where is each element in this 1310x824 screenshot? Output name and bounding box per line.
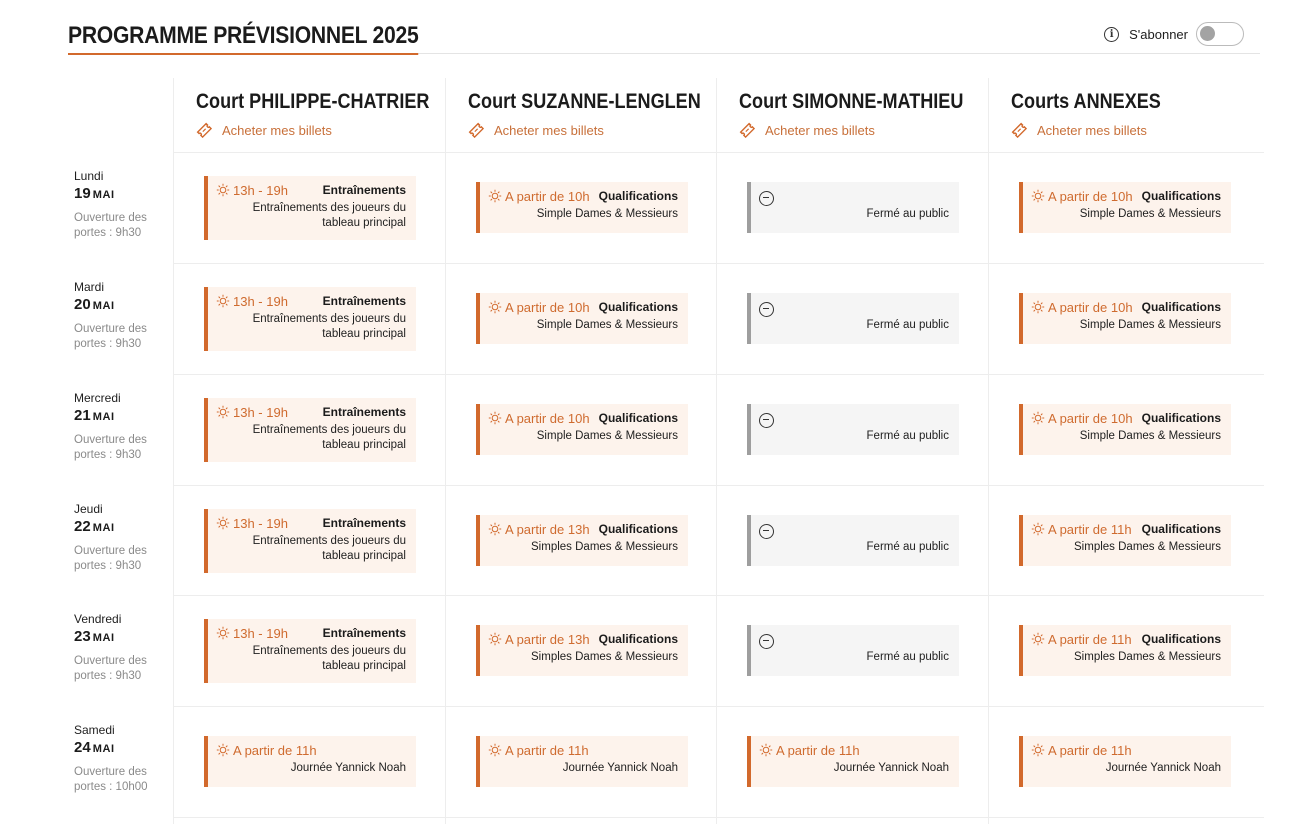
session-type: Qualifications [1141, 300, 1221, 314]
session-description: Simples Dames & Messieurs [531, 541, 678, 553]
session-type: Qualifications [1141, 189, 1221, 203]
session-time [488, 632, 590, 647]
doors-opening: Ouverture des portes : 9h30 [74, 545, 147, 572]
session-time [1031, 411, 1133, 426]
minus-circle-icon [759, 634, 774, 649]
session-description: Simple Dames & Messieurs [1079, 430, 1221, 442]
day-date [74, 627, 170, 648]
session-description: Simple Dames & Messieurs [536, 208, 678, 220]
court-header [1011, 78, 1260, 152]
session-card [747, 736, 959, 787]
session-header [216, 622, 406, 644]
session-type: Entraînements [322, 626, 406, 640]
session-header [759, 628, 949, 650]
sun-icon [1031, 411, 1045, 425]
ticket-icon [196, 122, 212, 138]
session-card [476, 515, 688, 566]
session-description: Journée Yannick Noah [1105, 762, 1221, 774]
session-card [204, 176, 416, 240]
session-header [488, 185, 678, 207]
session-card [1019, 736, 1231, 787]
doors-opening: Ouverture des portes : 9h30 [74, 434, 147, 461]
row-divider [173, 263, 1264, 264]
closed-session-card [747, 515, 959, 566]
session-header [759, 739, 949, 761]
subscribe-control [1104, 22, 1244, 46]
sun-icon [216, 743, 230, 757]
ticket-icon [468, 122, 484, 138]
session-description: Entraînements des joueurs du tableau principal [252, 313, 406, 340]
session-header [216, 401, 406, 423]
session-time [216, 294, 288, 309]
session-type: Qualifications [1141, 522, 1221, 536]
day-number: 21 [74, 407, 91, 424]
session-card [1019, 404, 1231, 455]
session-type: Qualifications [1141, 411, 1221, 425]
sun-icon [759, 743, 773, 757]
month: MAI [92, 632, 115, 644]
column-divider [445, 78, 446, 824]
session-card [476, 404, 688, 455]
session-time-label: A partir de 10h [1048, 410, 1133, 426]
minus-circle-icon [759, 413, 774, 428]
session-card [204, 398, 416, 462]
day-label [74, 501, 170, 574]
court-name: Court SUZANNE-LENGLEN [468, 90, 701, 113]
buy-tickets-label: Acheter mes billets [494, 122, 604, 138]
court-header [739, 78, 988, 152]
session-time [216, 183, 288, 198]
sun-icon [488, 743, 502, 757]
column-divider [716, 78, 717, 824]
weekday: Mercredi [74, 391, 121, 405]
day-date [74, 517, 170, 538]
sun-icon [1031, 632, 1045, 646]
sun-icon [1031, 743, 1045, 757]
month: MAI [92, 300, 115, 312]
row-divider [173, 485, 1264, 486]
session-type: Entraînements [322, 183, 406, 197]
day-number: 20 [74, 296, 91, 313]
buy-tickets-label: Acheter mes billets [1037, 122, 1147, 138]
day-date [74, 184, 170, 205]
session-time-label: 13h - 19h [233, 404, 288, 420]
session-time [1031, 300, 1133, 315]
session-type: Qualifications [598, 632, 678, 646]
doors-opening: Ouverture des portes : 9h30 [74, 655, 147, 682]
session-card [476, 182, 688, 233]
info-icon[interactable]: i [1104, 27, 1119, 42]
row-divider [173, 595, 1264, 596]
session-time-label: A partir de 11h [505, 742, 589, 758]
session-time [759, 743, 860, 758]
session-header [216, 512, 406, 534]
sun-icon [216, 294, 230, 308]
sun-icon [488, 189, 502, 203]
session-type: Qualifications [598, 300, 678, 314]
session-time-label: A partir de 10h [1048, 188, 1133, 204]
session-time-label: A partir de 13h [505, 521, 590, 537]
closed-session-card [747, 625, 959, 676]
minus-circle-icon [759, 524, 774, 539]
session-time-label: 13h - 19h [233, 625, 288, 641]
session-card [1019, 293, 1231, 344]
closed-session-card [747, 404, 959, 455]
page-header [68, 18, 1260, 54]
session-type: Qualifications [598, 189, 678, 203]
sun-icon [216, 626, 230, 640]
session-time-label: A partir de 11h [776, 742, 860, 758]
day-label [74, 722, 170, 795]
session-description: Entraînements des joueurs du tableau principal [252, 424, 406, 451]
buy-tickets-link[interactable] [739, 122, 875, 138]
session-time [1031, 522, 1132, 537]
page-title: PROGRAMME PRÉVISIONNEL 2025 [68, 22, 418, 55]
session-description: Journée Yannick Noah [290, 762, 406, 774]
subscribe-label: S'abonner [1129, 26, 1188, 42]
buy-tickets-label: Acheter mes billets [222, 122, 332, 138]
minus-circle-icon [759, 191, 774, 206]
row-divider [173, 374, 1264, 375]
session-header [759, 407, 949, 429]
session-header [488, 407, 678, 429]
session-type: Qualifications [598, 522, 678, 536]
sun-icon [1031, 189, 1045, 203]
court-name: Court SIMONNE-MATHIEU [739, 90, 964, 113]
session-description: Fermé au public [866, 651, 949, 663]
session-description: Fermé au public [866, 208, 949, 220]
day-date [74, 295, 170, 316]
buy-tickets-label: Acheter mes billets [765, 122, 875, 138]
session-header [216, 739, 406, 761]
sun-icon [216, 183, 230, 197]
session-time-label: A partir de 11h [233, 742, 317, 758]
day-label [74, 279, 170, 352]
session-card [204, 287, 416, 351]
session-type: Entraînements [322, 516, 406, 530]
session-time-label: A partir de 11h [1048, 631, 1132, 647]
session-description: Journée Yannick Noah [562, 762, 678, 774]
session-time-label: 13h - 19h [233, 515, 288, 531]
session-description: Simple Dames & Messieurs [1079, 319, 1221, 331]
session-header [1031, 296, 1221, 318]
buy-tickets-link[interactable] [196, 122, 332, 138]
sun-icon [488, 632, 502, 646]
month: MAI [92, 743, 115, 755]
session-header [1031, 628, 1221, 650]
session-time [1031, 189, 1133, 204]
session-card [204, 736, 416, 787]
toggle-knob [1200, 26, 1215, 41]
session-type: Entraînements [322, 405, 406, 419]
session-description: Simples Dames & Messieurs [1074, 541, 1221, 553]
session-header [216, 179, 406, 201]
session-header [1031, 739, 1221, 761]
row-divider [173, 706, 1264, 707]
session-header [1031, 518, 1221, 540]
sun-icon [488, 300, 502, 314]
session-time [216, 743, 317, 758]
session-time [216, 626, 288, 641]
court-name: Courts ANNEXES [1011, 90, 1161, 113]
session-card [1019, 515, 1231, 566]
session-time [1031, 632, 1132, 647]
session-type: Entraînements [322, 294, 406, 308]
session-header [216, 290, 406, 312]
session-time [488, 411, 590, 426]
session-header [488, 296, 678, 318]
day-number: 24 [74, 739, 91, 756]
day-number: 22 [74, 518, 91, 535]
session-card [1019, 625, 1231, 676]
weekday: Lundi [74, 169, 104, 183]
session-description: Journée Yannick Noah [833, 762, 949, 774]
session-card [204, 619, 416, 683]
session-time-label: A partir de 10h [1048, 299, 1133, 315]
day-label [74, 168, 170, 241]
court-name: Court PHILIPPE-CHATRIER [196, 90, 430, 113]
sun-icon [216, 516, 230, 530]
session-header [488, 739, 678, 761]
weekday: Samedi [74, 723, 115, 737]
sun-icon [1031, 522, 1045, 536]
doors-opening: Ouverture des portes : 9h30 [74, 323, 147, 350]
session-header [1031, 407, 1221, 429]
day-label [74, 611, 170, 684]
session-time-label: A partir de 10h [505, 188, 590, 204]
day-number: 19 [74, 185, 91, 202]
session-description: Simples Dames & Messieurs [1074, 651, 1221, 663]
session-card [476, 625, 688, 676]
row-divider [173, 152, 1264, 153]
weekday: Jeudi [74, 502, 103, 516]
day-number: 23 [74, 628, 91, 645]
session-card [476, 293, 688, 344]
buy-tickets-link[interactable] [1011, 122, 1147, 138]
session-description: Fermé au public [866, 541, 949, 553]
session-description: Fermé au public [866, 319, 949, 331]
subscribe-toggle[interactable] [1196, 22, 1244, 46]
session-description: Simple Dames & Messieurs [1079, 208, 1221, 220]
session-time-label: A partir de 10h [505, 410, 590, 426]
sun-icon [1031, 300, 1045, 314]
session-time-label: A partir de 11h [1048, 742, 1132, 758]
session-description: Simple Dames & Messieurs [536, 319, 678, 331]
session-card [1019, 182, 1231, 233]
session-time-label: A partir de 10h [505, 299, 590, 315]
session-time [488, 300, 590, 315]
session-header [488, 518, 678, 540]
sun-icon [216, 405, 230, 419]
session-time [216, 405, 288, 420]
session-time [488, 522, 590, 537]
minus-circle-icon [759, 302, 774, 317]
session-header [759, 185, 949, 207]
doors-opening: Ouverture des portes : 10h00 [74, 766, 148, 793]
ticket-icon [739, 122, 755, 138]
session-time-label: 13h - 19h [233, 182, 288, 198]
session-time-label: A partir de 11h [1048, 521, 1132, 537]
court-header [468, 78, 717, 152]
session-header [759, 296, 949, 318]
session-description: Entraînements des joueurs du tableau principal [252, 202, 406, 229]
doors-opening: Ouverture des portes : 9h30 [74, 212, 147, 239]
closed-session-card [747, 182, 959, 233]
month: MAI [92, 189, 115, 201]
session-header [1031, 185, 1221, 207]
session-time [216, 516, 288, 531]
session-description: Entraînements des joueurs du tableau principal [252, 645, 406, 672]
row-divider [173, 817, 1264, 818]
session-description: Entraînements des joueurs du tableau principal [252, 535, 406, 562]
session-description: Simple Dames & Messieurs [536, 430, 678, 442]
court-header [196, 78, 445, 152]
session-time [488, 743, 589, 758]
session-time [1031, 743, 1132, 758]
month: MAI [92, 411, 115, 423]
day-label [74, 390, 170, 463]
session-header [488, 628, 678, 650]
session-header [759, 518, 949, 540]
column-divider [173, 78, 174, 824]
session-card [204, 509, 416, 573]
session-description: Simples Dames & Messieurs [531, 651, 678, 663]
session-time-label: 13h - 19h [233, 293, 288, 309]
session-type: Qualifications [1141, 632, 1221, 646]
session-time [488, 189, 590, 204]
buy-tickets-link[interactable] [468, 122, 604, 138]
ticket-icon [1011, 122, 1027, 138]
weekday: Vendredi [74, 612, 122, 626]
day-date [74, 406, 170, 427]
closed-session-card [747, 293, 959, 344]
session-time-label: A partir de 13h [505, 631, 590, 647]
sun-icon [488, 522, 502, 536]
session-card [476, 736, 688, 787]
weekday: Mardi [74, 280, 105, 294]
column-divider [988, 78, 989, 824]
day-date [74, 738, 170, 759]
session-description: Fermé au public [866, 430, 949, 442]
session-type: Qualifications [598, 411, 678, 425]
month: MAI [92, 522, 115, 534]
sun-icon [488, 411, 502, 425]
